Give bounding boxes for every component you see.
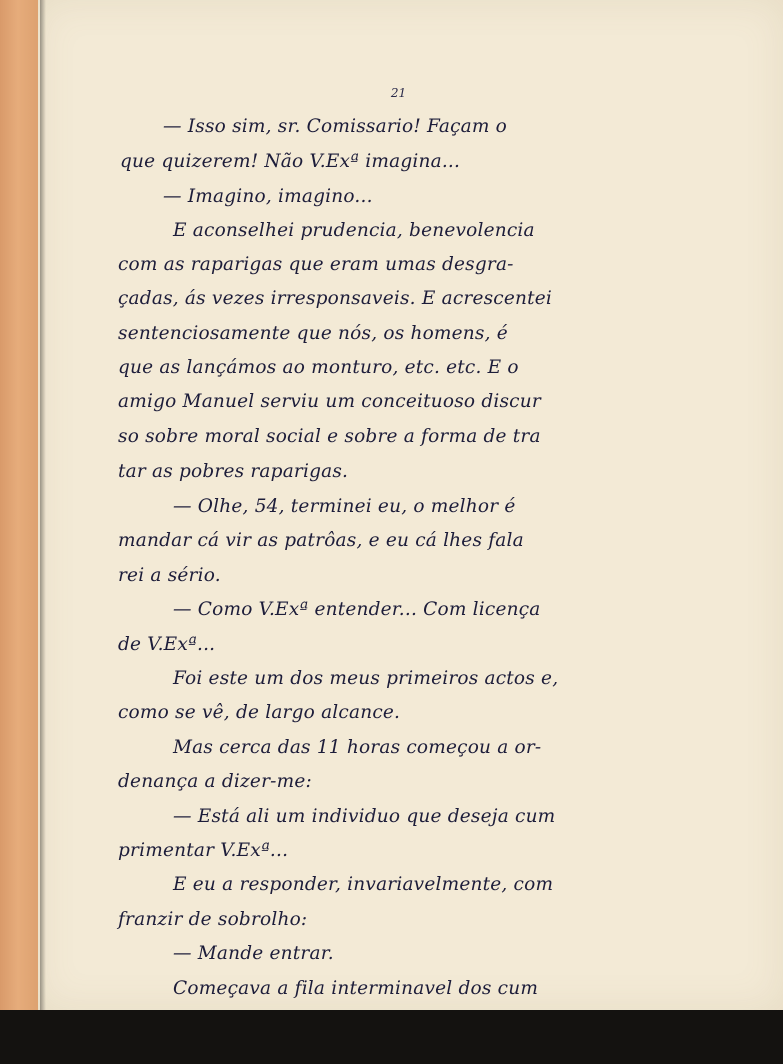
manuscript-line: que as lançámos ao monturo, etc. etc. E o bbox=[118, 357, 519, 378]
manuscript-line: çadas, ás vezes irresponsaveis. E acrescentei bbox=[118, 288, 553, 309]
manuscript-line: rei a sério. bbox=[118, 565, 221, 586]
manuscript-line: que quizerem! Não V.Exª imagina... bbox=[120, 151, 461, 172]
manuscript-line: com as raparigas que eram umas desgra- bbox=[118, 254, 514, 275]
manuscript-line: tar as pobres raparigas. bbox=[118, 461, 349, 482]
manuscript-line: primentar V.Exª... bbox=[118, 840, 289, 861]
spine-shadow bbox=[40, 0, 46, 1010]
manuscript-line: so sobre moral social e sobre a forma de tra bbox=[118, 426, 541, 447]
manuscript-line: — Está ali um individuo que deseja cum bbox=[173, 806, 556, 827]
manuscript-line: amigo Manuel serviu um conceituoso discur bbox=[118, 391, 541, 412]
manuscript-line: E eu a responder, invariavelmente, com bbox=[173, 874, 554, 895]
page-number: 21 bbox=[390, 86, 407, 100]
manuscript-line: denança a dizer-me: bbox=[118, 771, 312, 792]
manuscript-page bbox=[38, 0, 783, 1010]
manuscript-line: sentenciosamente que nós, os homens, é bbox=[118, 323, 508, 344]
cardboard-backing bbox=[0, 0, 42, 1010]
manuscript-line: de V.Exª... bbox=[118, 634, 216, 655]
manuscript-line: E aconselhei prudencia, benevolencia bbox=[173, 220, 535, 241]
manuscript-line: Foi este um dos meus primeiros actos e, bbox=[173, 668, 559, 689]
manuscript-line: — Como V.Exª entender... Com licença bbox=[173, 599, 541, 620]
manuscript-line: como se vê, de largo alcance. bbox=[118, 702, 401, 723]
manuscript-line: — Imagino, imagino... bbox=[163, 186, 373, 207]
manuscript-line: franzir de sobrolho: bbox=[118, 909, 308, 930]
manuscript-line: — Mande entrar. bbox=[173, 943, 334, 964]
scan-bottom-edge bbox=[0, 1010, 783, 1064]
manuscript-line: Mas cerca das 11 horas começou a or- bbox=[173, 737, 542, 758]
manuscript-line: mandar cá vir as patrôas, e eu cá lhes fala bbox=[118, 530, 524, 551]
manuscript-line: — Olhe, 54, terminei eu, o melhor é bbox=[173, 496, 516, 517]
manuscript-line: — Isso sim, sr. Comissario! Façam o bbox=[163, 116, 508, 137]
manuscript-line: Começava a fila interminavel dos cum bbox=[173, 978, 539, 999]
